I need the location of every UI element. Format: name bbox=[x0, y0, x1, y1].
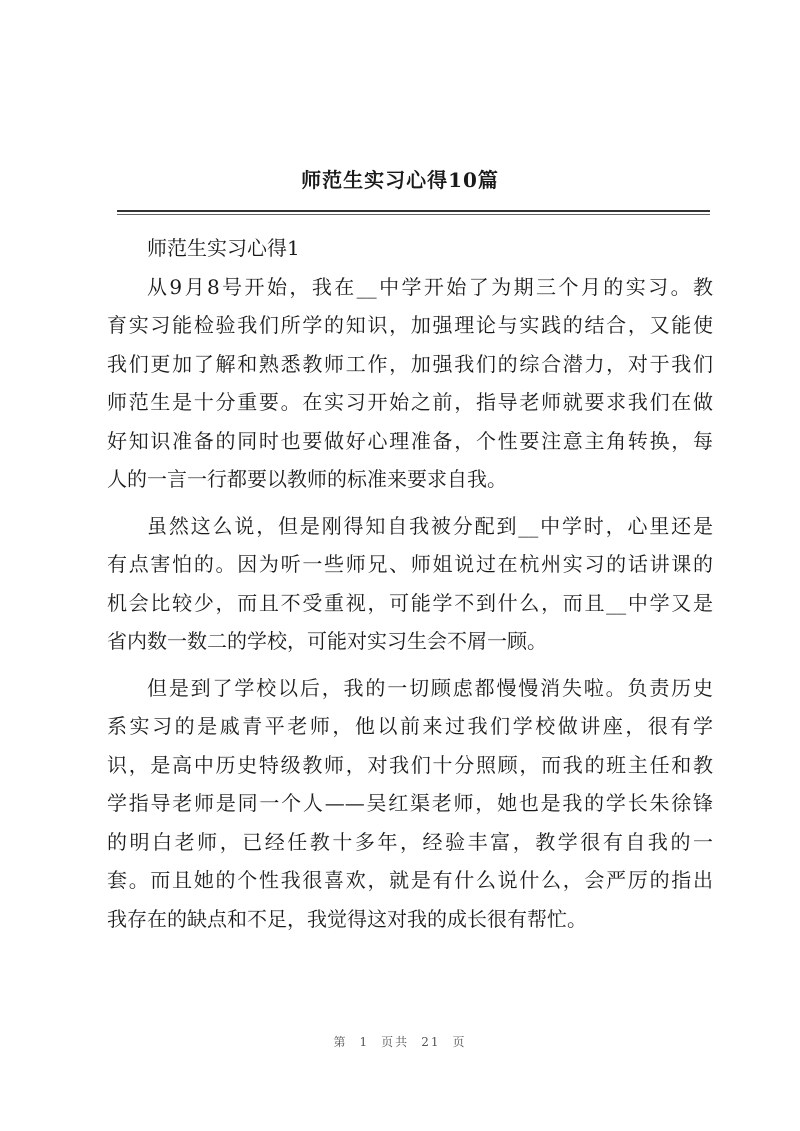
section-heading: 师范生实习心得1 bbox=[147, 236, 300, 260]
paragraph-line: 有点害怕的。因为听一些师兄、师姐说过在杭州实习的话讲课的 bbox=[107, 552, 713, 576]
paragraph-line: 但是到了学校以后，我的一切顾虑都慢慢消失啦。负责历史 bbox=[147, 675, 713, 700]
paragraph-line: 育实习能检验我们所学的知识，加强理论与实践的结合，又能使 bbox=[107, 313, 713, 337]
footer-middle: 页共 bbox=[381, 1035, 410, 1049]
paragraph-line: 虽然这么说，但是刚得知自我被分配到__中学时，心里还是 bbox=[147, 513, 713, 538]
paragraph-line: 学指导老师是同一个人——吴红渠老师，她也是我的学长朱徐锋 bbox=[107, 791, 713, 815]
paragraph-line: 的明白老师，已经任教十多年，经验丰富，教学很有自我的一 bbox=[107, 829, 713, 854]
paragraph-line: 师范生是十分重要。在实习开始之前，指导老师就要求我们在做 bbox=[107, 390, 713, 414]
paragraph-line: 我们更加了解和熟悉教师工作，加强我们的综合潜力，对于我们 bbox=[107, 351, 713, 376]
page-footer bbox=[0, 1033, 800, 1050]
footer-suffix: 页 bbox=[452, 1035, 467, 1049]
paragraph-line: 识，是高中历史特级教师，对我们十分照顾，而我的班主任和教 bbox=[107, 752, 713, 777]
paragraph-line: 系实习的是戚青平老师，他以前来过我们学校做讲座，很有学 bbox=[107, 714, 713, 738]
page-number: 1 bbox=[359, 1035, 370, 1049]
footer-prefix: 第 bbox=[333, 1035, 348, 1049]
paragraph-line: 我存在的缺点和不足，我觉得这对我的成长很有帮忙。 bbox=[107, 906, 587, 931]
paragraph-line: 机会比较少，而且不受重视，可能学不到什么，而且__中学又是 bbox=[107, 590, 713, 615]
title-divider bbox=[117, 210, 710, 212]
title-divider-thin bbox=[117, 214, 710, 215]
paragraph-line: 好知识准备的同时也要做好心理准备，个性要注意主角转换，每 bbox=[107, 428, 713, 453]
paragraph-line: 从9月8号开始，我在__中学开始了为期三个月的实习。教 bbox=[147, 274, 713, 299]
page-total: 21 bbox=[421, 1035, 441, 1049]
paragraph-line: 省内数一数二的学校，可能对实习生会不屑一顾。 bbox=[107, 629, 547, 653]
paragraph-line: 套。而且她的个性我很喜欢，就是有什么说什么，会严厉的指出 bbox=[107, 868, 713, 892]
document-title: 师范生实习心得10篇 bbox=[301, 168, 499, 192]
document-body bbox=[107, 229, 713, 938]
paragraph-line: 人的一言一行都要以教师的标准来要求自我。 bbox=[107, 467, 507, 491]
